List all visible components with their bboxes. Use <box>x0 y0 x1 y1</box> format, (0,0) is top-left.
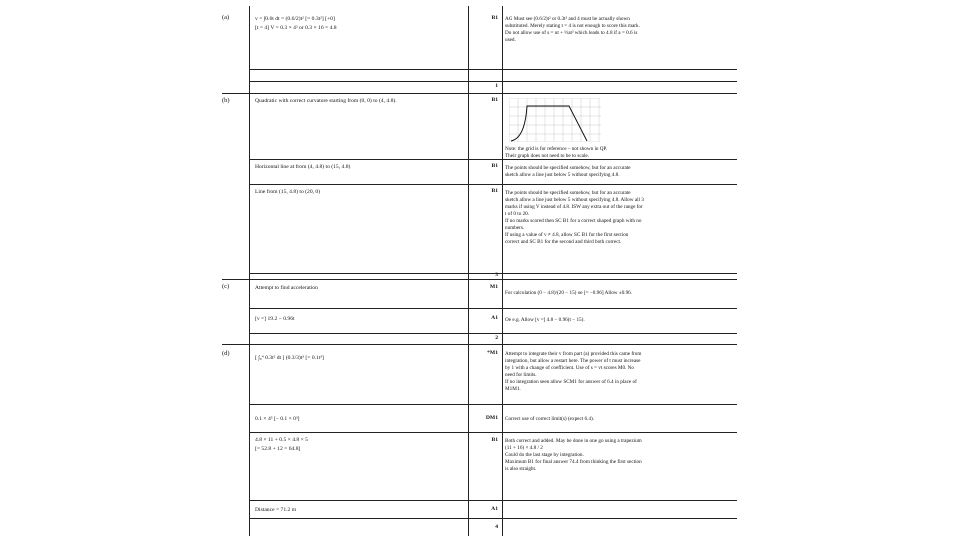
guidance-line: Note: the grid is for reference – not shown in QP. <box>505 146 608 152</box>
guidance-line: t of 0 to 20. <box>505 211 530 217</box>
total-marks: 2 <box>495 335 498 341</box>
mark-code: *M1 <box>487 350 498 356</box>
part-label: (d) <box>222 350 230 357</box>
guidance-text <box>505 416 737 423</box>
guidance-line: used. <box>505 37 516 43</box>
mark-code: B1 <box>491 15 498 21</box>
row-rule <box>222 279 737 280</box>
guidance-line: Do not allow use of s = ut + ½at² which leads to 4.8 if a = 0.6 is <box>505 30 638 36</box>
mark-code: M1 <box>489 284 498 290</box>
guidance-line: Maximum B1 for final answer 74.4 from thinking the first section <box>505 459 642 465</box>
row-rule <box>249 69 737 70</box>
guidance-line: integration, but allow a restart here. The power of t must increase <box>505 358 641 364</box>
row-rule <box>249 308 737 309</box>
mark-code: B1 <box>491 437 498 443</box>
guidance-line: Oe e.g. Allow [v =] 4.8 − 0.96(t − 15). <box>505 317 585 323</box>
mark-scheme-table <box>222 6 737 536</box>
total-marks: 4 <box>495 524 498 530</box>
answer-text: Distance = 71.2 m <box>255 507 297 513</box>
column-rule <box>468 6 469 536</box>
mark-code: B1 <box>491 163 498 169</box>
guidance-line: M1M1. <box>505 386 521 392</box>
velocity-time-graph <box>509 98 601 142</box>
guidance-line: For calculation (0 − 4.8)/(20 − 15) oe [= −0.96] Allow ±0.96. <box>505 290 633 296</box>
total-marks: 3 <box>495 272 498 278</box>
guidance-line: sketch allow a line just below 5 without specifying 4.8. Allow all 3 <box>505 197 644 203</box>
guidance-line: AG Must see (0.6/2)t² or 0.3t² and 4 must be actually shown <box>505 16 630 22</box>
row-rule <box>249 432 737 433</box>
answer-text: v = ∫0.6t dt = (0.6/2)t² [= 0.3t²] [+0] <box>255 16 335 22</box>
guidance-text <box>505 290 737 297</box>
mark-code: B1 <box>491 97 498 103</box>
guidance-line: If no integration seen allow SCM1 for answer of 6.4 in place of <box>505 379 637 385</box>
column-rule <box>502 6 503 536</box>
answer-text: 4.8 × 11 + 0.5 × 4.8 × 5 <box>255 437 308 443</box>
mark-code: A1 <box>491 506 498 512</box>
mark-code: A1 <box>491 315 498 321</box>
guidance-line: (11 + 16) × 4.8 / 2 <box>505 445 543 451</box>
guidance-line: by 1 with a change of coefficient. Use of s = vt scores M0. No <box>505 365 635 371</box>
guidance-line: sketch allow a line just below 5 without specifying 4.8. <box>505 172 620 178</box>
row-rule <box>222 93 737 94</box>
guidance-line: The points should be specified somehow, but for an accurate <box>505 190 631 196</box>
guidance-line: need for limits. <box>505 372 537 378</box>
row-rule <box>249 81 737 82</box>
guidance-line: Correct use of correct limit(s) (expect 6.4). <box>505 416 595 422</box>
guidance-line: is also straight. <box>505 466 537 472</box>
row-rule <box>249 184 737 185</box>
part-label: (b) <box>222 97 230 104</box>
guidance-line: marks if using V instead of 4.8. ISW any extra out of the range for <box>505 204 643 210</box>
total-marks: 1 <box>495 83 498 89</box>
row-rule <box>249 500 737 501</box>
guidance-text <box>505 190 737 246</box>
row-rule <box>249 518 737 519</box>
guidance-line: Attempt to integrate their v from part (a) provided this came from <box>505 351 642 357</box>
row-rule <box>249 404 737 405</box>
guidance-line: If using a value of v ≠ 4.8, allow SC B1 for the first section <box>505 232 629 238</box>
mark-code: B1 <box>491 188 498 194</box>
answer-text: 0.1 × 4³ [− 0.1 × 0³] <box>255 416 300 422</box>
answer-text: Horizontal line at from (4, 4.8) to (15, 4.8) <box>255 164 351 170</box>
guidance-text <box>505 438 737 473</box>
answer-text: Line from (15, 4.8) to (20, 0) <box>255 189 321 195</box>
mark-code: DM1 <box>485 415 498 421</box>
answer-line <box>255 15 465 33</box>
answer-text: [t = 4] V = 0.3 × 4² or 0.3 × 16 = 4.8 <box>255 25 337 31</box>
guidance-line: correct and SC B1 for the second and third both correct. <box>505 239 622 245</box>
guidance-text <box>505 165 737 179</box>
answer-text: Attempt to find acceleration <box>255 285 318 291</box>
guidance-line: Their graph does not need to be to scale. <box>505 153 589 159</box>
guidance-text <box>505 16 737 44</box>
row-rule <box>249 333 737 334</box>
guidance-line: Both correct and added. May be done in one go using a trapezium <box>505 438 642 444</box>
column-rule <box>249 6 250 536</box>
graph-note <box>505 146 737 160</box>
guidance-line: Could do the last stage by integration. <box>505 452 584 458</box>
answer-text: [ ∫₀⁴ 0.3t² dt ] (0.3/3)t³ [= 0.1t³] <box>255 355 324 361</box>
guidance-text <box>505 351 737 393</box>
guidance-line: substituted. Merely stating t = 4 is not enough to score this mark. <box>505 23 640 29</box>
answer-line <box>255 436 465 454</box>
guidance-line: If no marks scored then SC B1 for a correct shaped graph with no <box>505 218 642 224</box>
answer-text: Quadratic with correct curvature starting from (0, 0) to (4, 4.8). <box>255 98 397 104</box>
guidance-line: numbers. <box>505 225 525 231</box>
row-rule <box>222 344 737 345</box>
guidance-text <box>505 317 737 324</box>
answer-text: [v =] 19.2 − 0.96t <box>255 316 295 322</box>
answer-text: [= 52.8 + 12 = 64.8] <box>255 446 301 452</box>
guidance-line: The points should be specified somehow, but for an accurate <box>505 165 631 171</box>
part-label: (a) <box>222 14 230 21</box>
part-label: (c) <box>222 283 230 290</box>
graph-line <box>511 106 587 141</box>
